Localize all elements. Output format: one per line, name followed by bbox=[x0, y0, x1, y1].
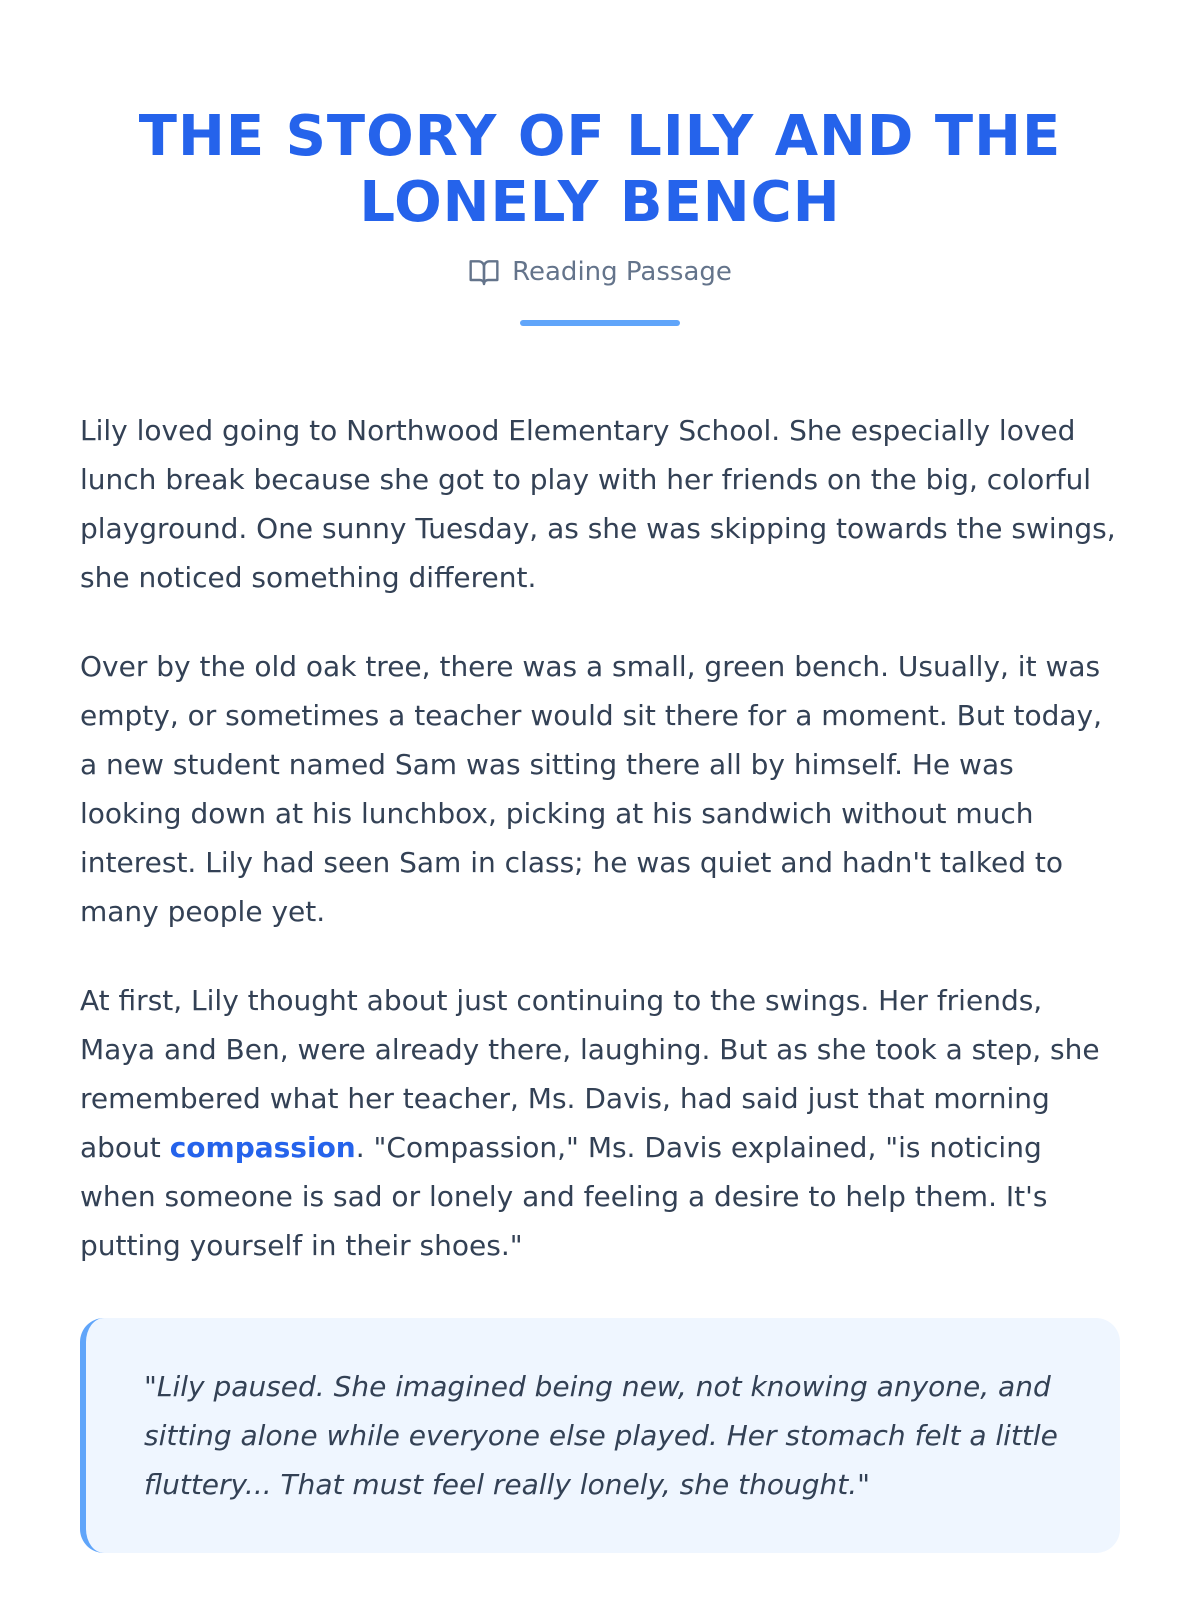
subtitle-label: Reading Passage bbox=[512, 257, 732, 287]
page-title: THE STORY OF LILY AND THE LONELY BENCH bbox=[138, 104, 1062, 235]
paragraph-2: Over by the old oak tree, there was a small, green bench. Usually, it was empty, or sometimes a teacher would sit there for a moment. But today, a new student named Sam was sitting there all by himself. He was looking down at his lunchbox, picking at his sandwich without much interest. Lily had seen Sam in class; he was quiet and hadn't talked to many people yet. bbox=[80, 650, 1103, 928]
book-open-icon bbox=[468, 256, 500, 288]
passage-header bbox=[80, 0, 1120, 326]
title-divider bbox=[520, 320, 680, 326]
subtitle-row bbox=[80, 252, 1120, 292]
paragraph-1: Lily loved going to Northwood Elementary School. She especially loved lunch break because she got to play with her friends on the big, colorful playground. One sunny Tuesday, as she was skipping towards the swings, she noticed something different. bbox=[80, 414, 1116, 594]
paragraph-3-start: At first, Lily thought about just continuing to the swings. Her friends, Maya and Ben, were already there, laughing. But as she took a step, she remembered what her teacher, Ms. Davis, had said just that morning about bbox=[80, 984, 1100, 1164]
paragraph-3 bbox=[80, 976, 1120, 1270]
quote-text: "Lily paused. She imagined being new, not knowing anyone, and sitting alone while everyone else played. Her stomach felt a little fluttery... That must feel really lonely, she thought." bbox=[144, 1370, 1058, 1501]
quote-callout bbox=[80, 1318, 1120, 1553]
paragraph-3-end: . "Compassion," Ms. Davis explained, "is noticing when someone is sad or lonely and feeling a desire to help them. It's putting yourself in their shoes." bbox=[80, 1131, 1048, 1262]
passage-body bbox=[80, 406, 1120, 1553]
vocabulary-word-compassion: compassion bbox=[169, 1131, 356, 1164]
